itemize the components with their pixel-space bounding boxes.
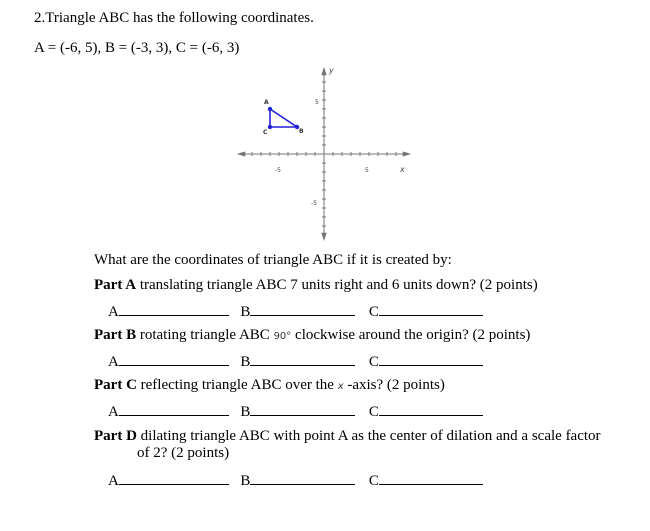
answer-c-label: C — [368, 404, 379, 420]
tick-label-x-neg: -5 — [275, 167, 281, 174]
part-d-answer-row — [108, 471, 483, 490]
part-c-text-before: reflecting triangle ABC over the — [136, 377, 338, 393]
y-axis-label: y — [329, 66, 334, 75]
part-a-text: translating triangle ABC 7 units right and 6 units down? (2 points) — [136, 277, 538, 293]
answer-b-blank[interactable] — [250, 402, 355, 416]
part-d-text: dilating triangle ABC with point A as the center of dilation and a scale factor — [136, 428, 601, 444]
answer-c-label: C — [368, 473, 379, 489]
answer-b-label: B — [240, 404, 251, 420]
part-b-answer-row — [108, 352, 483, 371]
part-b-angle-symbol: 90° — [273, 331, 292, 342]
answer-c-blank[interactable] — [379, 471, 483, 485]
part-a-prompt — [94, 277, 538, 294]
answer-b-label: B — [240, 354, 251, 370]
x-axis-label: x — [400, 165, 405, 174]
part-b-prompt — [94, 327, 530, 344]
answer-a-blank[interactable] — [119, 471, 229, 485]
vertex-c-point — [268, 125, 272, 129]
problem-title: 2.Triangle ABC has the following coordinates. — [34, 10, 314, 26]
part-d-prompt-continued: of 2? (2 points) — [137, 445, 230, 461]
answer-b-blank[interactable] — [250, 352, 355, 366]
tick-label-y-pos: 5 — [315, 99, 319, 106]
part-a-answer-row — [108, 302, 483, 321]
answer-c-blank[interactable] — [379, 302, 483, 316]
vertex-b-label: B — [299, 128, 304, 135]
part-c-answer-row — [108, 402, 483, 421]
part-a-label: Part A — [94, 277, 137, 293]
answer-b-blank[interactable] — [250, 471, 355, 485]
answer-c-blank[interactable] — [379, 352, 483, 366]
y-axis-arrow-down — [322, 233, 326, 239]
answer-a-blank[interactable] — [119, 302, 229, 316]
part-c-text-after: -axis? (2 points) — [343, 377, 445, 393]
answer-a-label: A — [108, 354, 119, 370]
answer-a-blank[interactable] — [119, 402, 229, 416]
tick-label-x-pos: 5 — [365, 167, 369, 174]
answer-a-label: A — [108, 473, 119, 489]
answer-b-label: B — [240, 473, 251, 489]
part-c-x-symbol: x — [337, 381, 344, 392]
part-c-label: Part C — [94, 377, 137, 393]
answer-b-label: B — [240, 304, 251, 320]
question-prompt: What are the coordinates of triangle ABC if it is created by: — [94, 252, 452, 268]
answer-c-blank[interactable] — [379, 402, 483, 416]
problem-coordinates: A = (-6, 5), B = (-3, 3), C = (-6, 3) — [34, 40, 240, 56]
x-axis-arrow-right — [403, 152, 409, 156]
part-b-text-before: rotating triangle ABC — [136, 327, 274, 343]
vertex-a-label: A — [264, 99, 269, 106]
answer-a-label: A — [108, 404, 119, 420]
part-d-label: Part D — [94, 428, 137, 444]
y-axis-arrow-up — [322, 69, 326, 75]
answer-a-blank[interactable] — [119, 352, 229, 366]
tick-label-y-neg: -5 — [311, 200, 317, 207]
answer-a-label: A — [108, 304, 119, 320]
triangle-abc — [270, 109, 297, 127]
answer-c-label: C — [368, 354, 379, 370]
part-b-label: Part B — [94, 327, 137, 343]
answer-c-label: C — [368, 304, 379, 320]
part-b-text-after: clockwise around the origin? (2 points) — [291, 327, 531, 343]
x-axis-arrow-left — [239, 152, 245, 156]
vertex-c-label: C — [263, 129, 268, 136]
coordinate-graph — [233, 62, 423, 252]
vertex-a-point — [268, 107, 272, 111]
part-d-prompt — [94, 428, 601, 445]
part-c-prompt — [94, 377, 445, 394]
answer-b-blank[interactable] — [250, 302, 355, 316]
